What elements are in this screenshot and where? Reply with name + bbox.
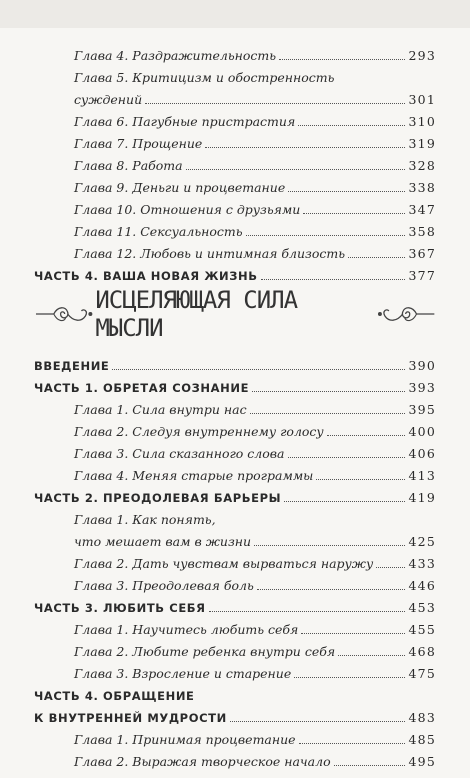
toc-part-entry[interactable]: ЧАСТЬ 2. ПРЕОДОЛЕВАЯ БАРЬЕРЫ 419 bbox=[34, 490, 436, 505]
toc-part-entry[interactable]: ЧАСТЬ 1. ОБРЕТАЯ СОЗНАНИЕ 393 bbox=[34, 380, 436, 395]
toc-entry[interactable]: Глава 2. Выражая творческое начало 495 bbox=[74, 754, 436, 769]
page-number: 483 bbox=[408, 710, 436, 725]
toc-entry[interactable]: Глава 1. Сила внутри нас 395 bbox=[74, 402, 436, 417]
toc-entry[interactable]: Глава 2. Следуя внутреннему голосу 400 bbox=[74, 424, 436, 439]
page-number: 468 bbox=[408, 644, 436, 659]
toc-entry[interactable]: Глава 2. Дать чувствам вырваться наружу 433 bbox=[74, 556, 436, 571]
toc-entry[interactable]: Глава 2. Любите ребенка внутри себя 468 bbox=[74, 644, 436, 659]
page-number: 485 bbox=[408, 732, 436, 747]
page-number: 455 bbox=[408, 622, 436, 637]
page-number: 347 bbox=[408, 202, 436, 217]
toc-entry-continued[interactable]: что мешает вам в жизни 425 bbox=[74, 534, 436, 549]
toc-entry[interactable]: Глава 3. Сила сказанного слова 406 bbox=[74, 446, 436, 461]
toc-part-entry[interactable]: ВВЕДЕНИЕ 390 bbox=[34, 358, 436, 373]
toc-entry[interactable]: Глава 4. Раздражительность 293 bbox=[74, 48, 436, 63]
page-number: 293 bbox=[408, 48, 436, 63]
toc-entry[interactable]: Глава 1. Как понять, bbox=[74, 512, 216, 527]
ornament-icon bbox=[34, 302, 95, 326]
page-top-band bbox=[0, 0, 470, 28]
page-number: 367 bbox=[408, 246, 436, 261]
toc-entry[interactable]: Глава 1. Научитесь любить себя 455 bbox=[74, 622, 436, 637]
page-number: 406 bbox=[408, 446, 436, 461]
page-number: 433 bbox=[408, 556, 436, 571]
page-number: 390 bbox=[408, 358, 436, 373]
toc-entry[interactable]: Глава 11. Сексуальность 358 bbox=[74, 224, 436, 239]
page-number: 328 bbox=[408, 158, 436, 173]
ornament-icon bbox=[375, 302, 436, 326]
page-number: 419 bbox=[408, 490, 436, 505]
toc-entry[interactable]: Глава 5. Критицизм и обостренность bbox=[74, 70, 335, 85]
page-number: 400 bbox=[408, 424, 436, 439]
toc-entry[interactable]: Глава 1. Принимая процветание 485 bbox=[74, 732, 436, 747]
toc-entry[interactable]: Глава 12. Любовь и интимная близость 367 bbox=[74, 246, 436, 261]
toc-entry[interactable]: Глава 10. Отношения с друзьями 347 bbox=[74, 202, 436, 217]
page-number: 301 bbox=[408, 92, 436, 107]
toc-part-entry[interactable]: ЧАСТЬ 4. ОБРАЩЕНИЕ bbox=[34, 689, 195, 703]
page-number: 413 bbox=[408, 468, 436, 483]
toc-entry[interactable]: Глава 9. Деньги и процветание 338 bbox=[74, 180, 436, 195]
page-number: 393 bbox=[408, 380, 436, 395]
book-title-block bbox=[34, 286, 436, 342]
toc-part-entry[interactable]: ЧАСТЬ 4. ВАША НОВАЯ ЖИЗНЬ 377 bbox=[34, 268, 436, 283]
toc-entry[interactable]: Глава 3. Взросление и старение 475 bbox=[74, 666, 436, 681]
toc-entry[interactable]: Глава 8. Работа 328 bbox=[74, 158, 436, 173]
page-number: 358 bbox=[408, 224, 436, 239]
toc-entry[interactable]: Глава 7. Прощение 319 bbox=[74, 136, 436, 151]
page-number: 338 bbox=[408, 180, 436, 195]
page-number: 395 bbox=[408, 402, 436, 417]
page-number: 319 bbox=[408, 136, 436, 151]
page-number: 446 bbox=[408, 578, 436, 593]
page-number: 453 bbox=[408, 600, 436, 615]
toc-entry[interactable]: Глава 6. Пагубные пристрастия 310 bbox=[74, 114, 436, 129]
toc-entry[interactable]: Глава 4. Меняя старые программы 413 bbox=[74, 468, 436, 483]
toc-part-entry-continued[interactable]: К ВНУТРЕННЕЙ МУДРОСТИ 483 bbox=[34, 710, 436, 725]
page-number: 310 bbox=[408, 114, 436, 129]
page-number: 377 bbox=[408, 268, 436, 283]
page-number: 495 bbox=[408, 754, 436, 769]
page-number: 425 bbox=[408, 534, 436, 549]
toc-entry-continued[interactable]: суждений 301 bbox=[74, 92, 436, 107]
page-number: 475 bbox=[408, 666, 436, 681]
toc-entry[interactable]: Глава 3. Преодолевая боль 446 bbox=[74, 578, 436, 593]
toc-part-entry[interactable]: ЧАСТЬ 3. ЛЮБИТЬ СЕБЯ 453 bbox=[34, 600, 436, 615]
book-title: ИСЦЕЛЯЮЩАЯ СИЛА МЫСЛИ bbox=[95, 286, 298, 342]
